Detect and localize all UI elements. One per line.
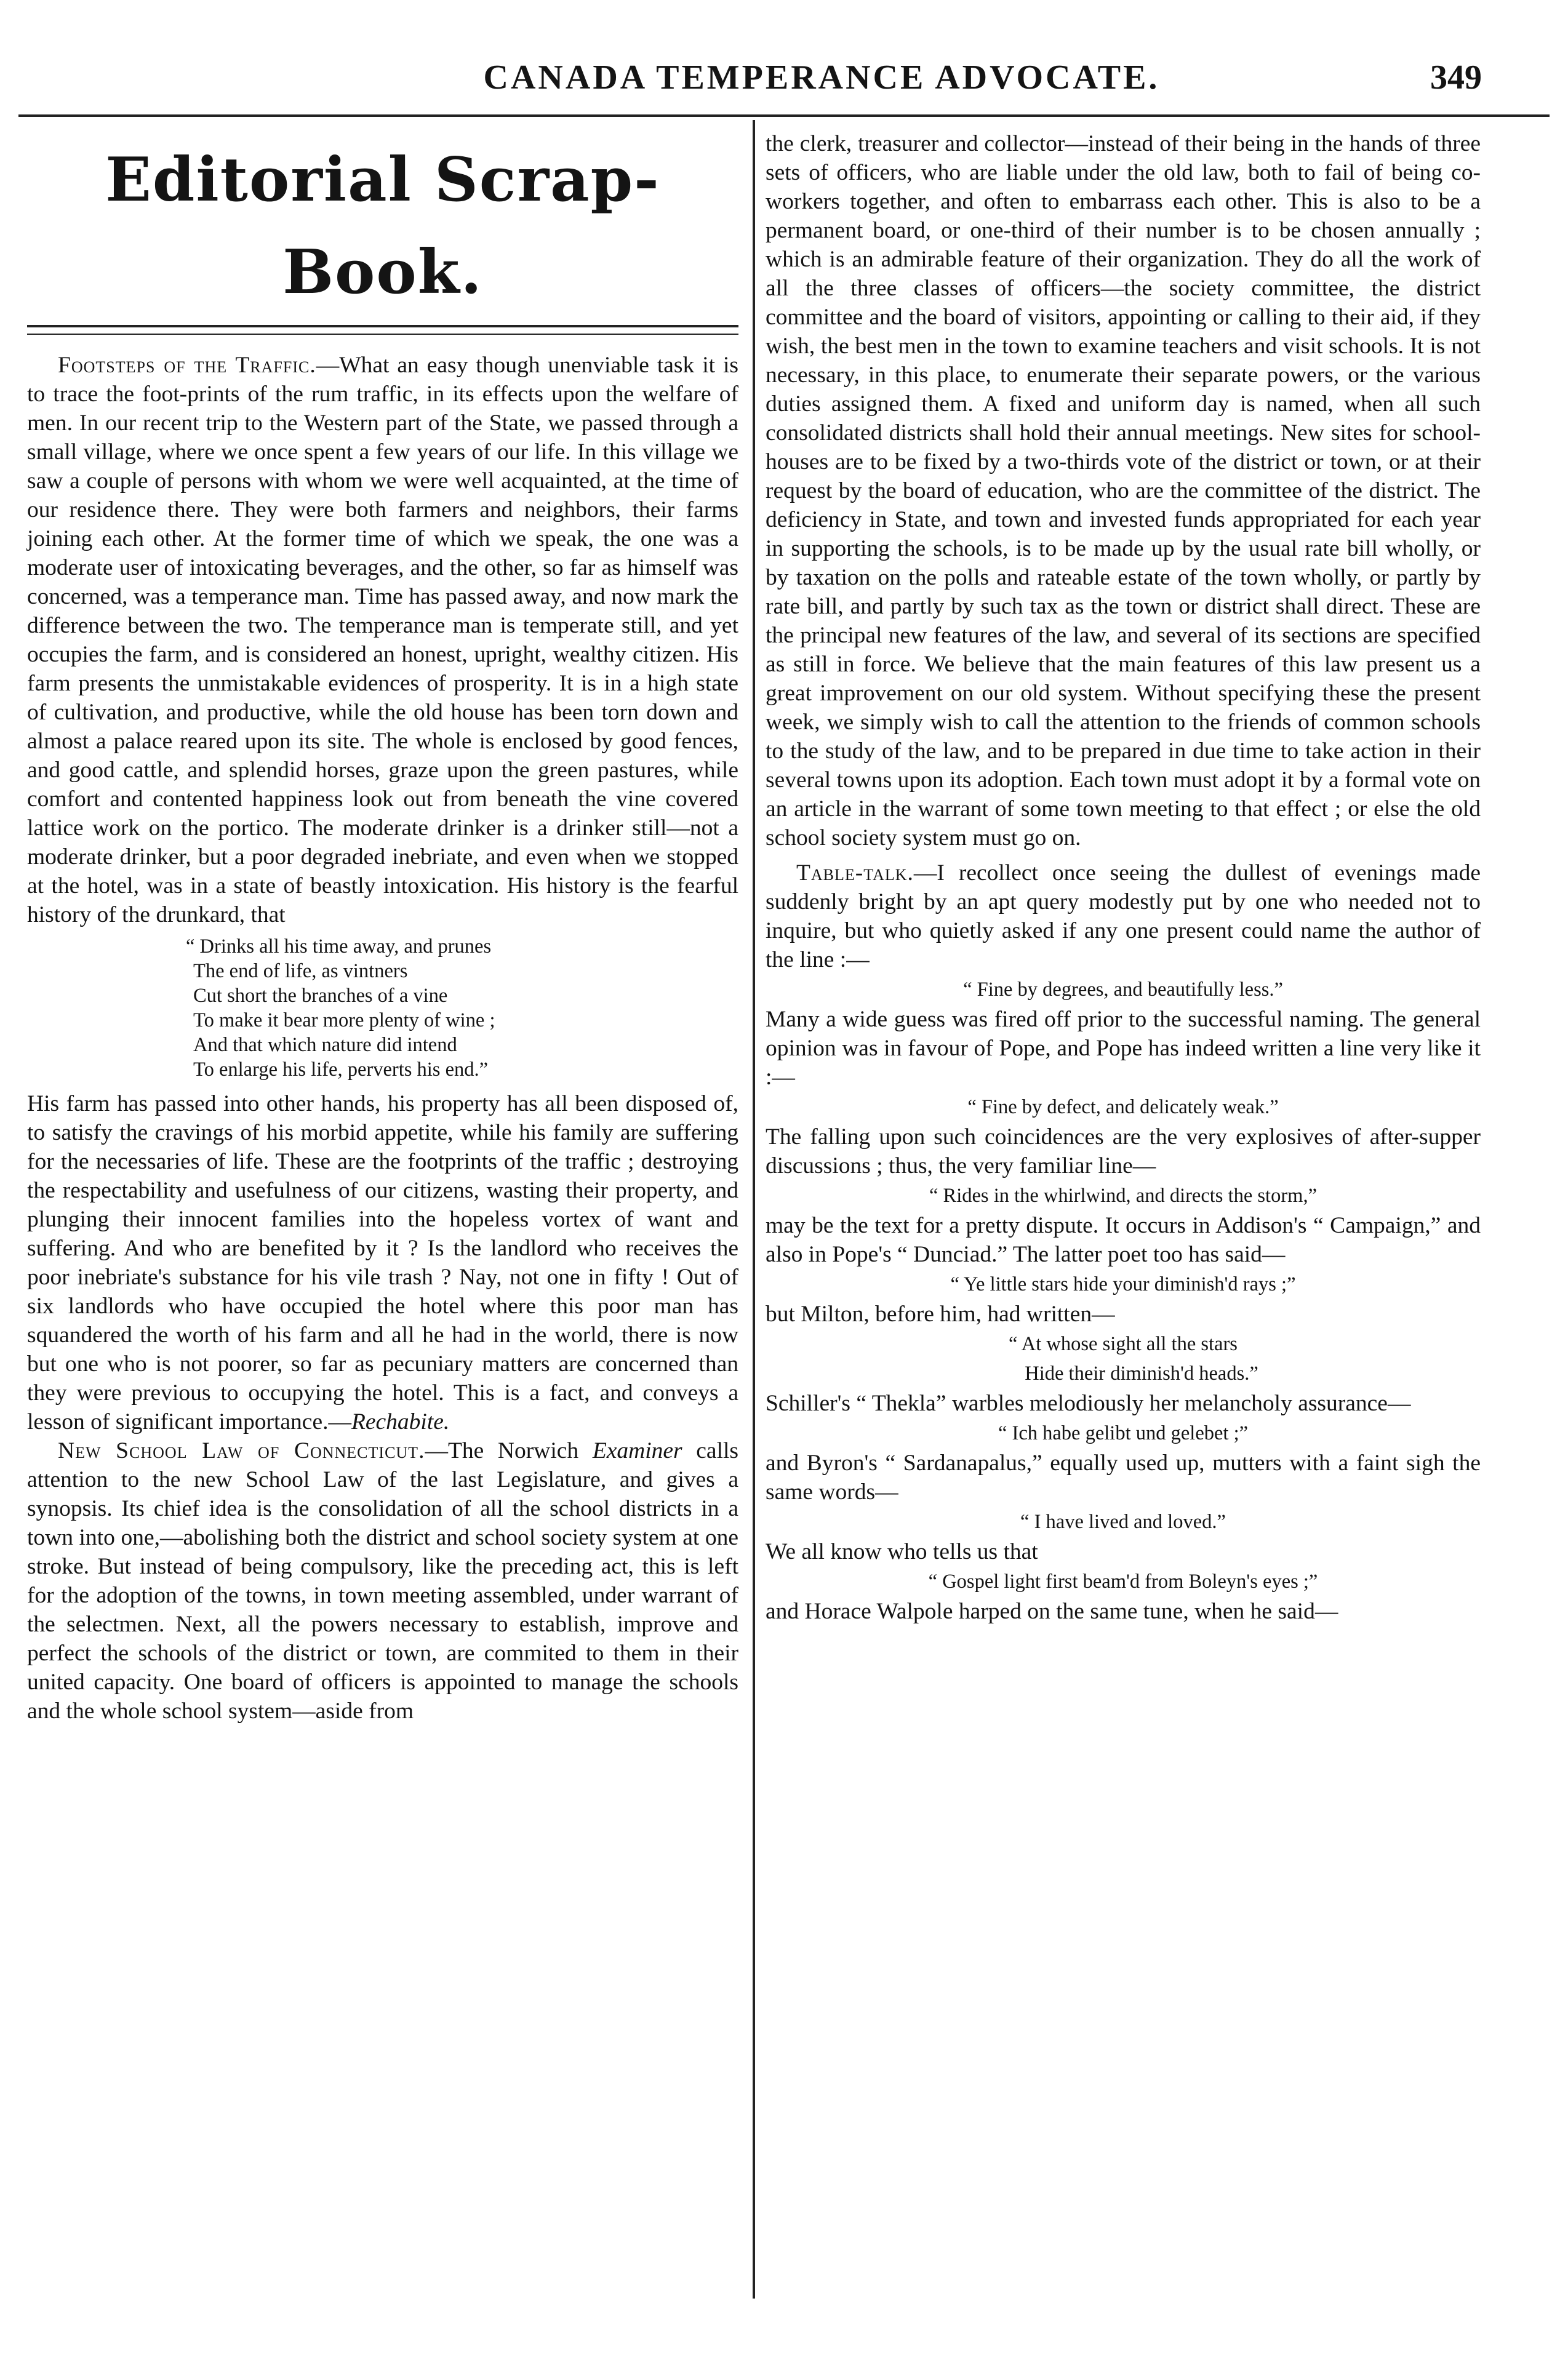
running-head	[0, 22, 1568, 97]
verse-line: To make it bear more plenty of wine ;	[193, 1009, 495, 1031]
verse-line: And that which nature did intend	[193, 1034, 457, 1056]
quoted-line: “ Fine by degrees, and beautifully less.”	[963, 978, 1283, 1001]
verse-line: Cut short the branches of a vine	[193, 985, 448, 1007]
verse-quotation	[27, 934, 738, 1082]
paragraph: The falling upon such coincidences are the very explosives of after-supper discussions ; thus, the very familiar line—	[766, 1124, 1481, 1178]
article-body: His farm has passed into other hands, his property has all been disposed of, to satisfy the cravings of his morbid appetite, while his family are suffering for the necessaries of life. These are the footprints of the traffic ; destroying the respectability and usefulness of our citizens, wasting their property, and plunging their innocent families into the hopeless vortex of want and suffering. And who are benefited by it ? Is the landlord who receives the poor inebriate's substance for his vile trash ? Nay, not one in fifty ! Out of six landlords who have occupied the hotel where this poor man has squandered the worth of his farm and all he had in the world, there is now but one who is not poorer, so far as pecuniary matters are concerned than they were previous to occupying the hotel. This is a fact, and conveys a lesson of significant importance.—	[27, 1091, 738, 1435]
article-body: calls attention to the new School Law of the last Legislature, and gives a synopsis. Its chief idea is the consolidation of all the school districts in a town into one,—abolishing both the district and school society system at one stroke. But instead of being compulsory, like the preceding act, this is left for the adoption of the towns, in town meeting assembled, under warrant of the selectmen. Next, all the powers necessary to establish, improve and perfect the schools of the district or town, are commited to them in their united capacity. One board of officers is appointed to manage the schools and the whole school system—aside from	[27, 1438, 738, 1724]
article-footsteps	[27, 351, 738, 929]
quoted-line: “ I have lived and loved.”	[1020, 1511, 1226, 1533]
article-heading: New School Law of Connecticut.	[58, 1438, 425, 1463]
article-body: —What an easy though unenviable task it is to trace the foot-prints of the rum traffic, in its effects upon the welfare of men. In our recent trip to the Western part of the State, we passed through a small village, where we once spent a few years of our life. In this village we saw a couple of persons with whom we were well acquainted, at the time of our residence there. They were both farmers and neighbors, their farms joining each other. At the former time of which we speak, the one was a moderate user of intoxicating beverages, and the other, so far as himself was concerned, was a temperance man. Time has passed away, and now mark the difference between the two. The temperance man is temperate still, and yet occupies the farm, and is considered an honest, upright, wealthy citizen. His farm presents the unmistakable evidences of prosperity. It is in a high state of cultivation, and productive, while the old house has been torn down and almost a palace reared upon its site. The whole is enclosed by good fences, and good cattle, and splendid horses, graze upon the green pastures, while comfort and contented happiness look out from beneath the vine covered lattice work on the portico. The moderate drinker is a drinker still—not a moderate drinker, but a poor degraded inebriate, and even when we stopped at the hotel, was in a state of beastly intoxication. His history is the fearful history of the drunkard, that	[27, 353, 738, 927]
paragraph: We all know who tells us that	[766, 1539, 1038, 1564]
column-divider	[753, 120, 755, 2299]
paragraph: and Horace Walpole harped on the same tune, when he said—	[766, 1599, 1338, 1624]
section-title: Editorial Scrap-Book.	[105, 145, 660, 308]
paragraph: but Milton, before him, had written—	[766, 1302, 1115, 1327]
verse-line: “ Drinks all his time away, and prunes	[186, 935, 492, 958]
article-heading: Table-talk.	[796, 860, 914, 886]
article-footsteps-continued	[27, 1089, 738, 1436]
quoted-line: “ Ye little stars hide your diminish'd rays ;”	[950, 1273, 1296, 1295]
verse-line: The end of life, as vintners	[193, 960, 408, 982]
article-school-law-continued: the clerk, treasurer and collector—instead of their being in the hands of three sets of officers, who are liable under the old law, both to fail of being co-workers together, and often to embarrass each other. This is also to be a permanent board, or one-third of their number is to be chosen annually ; which is an admirable feature of their organization. They do all the work of all the three classes of officers—the society committee, the district committee and the board of visitors, appointing or calling to their aid, if they wish, the best men in the town to examine teachers and visit schools. It is not necessary, in this place, to enumerate their separate powers, or the various duties assigned them. A fixed and uniform day is named, when all such consolidated districts shall hold their annual meetings. New sites for school-houses are to be fixed by a two-thirds vote of the district or town, or at their request by the board of education, who are the committee of the district. The deficiency in State, and town and invested funds appropriated for each year in supporting the schools, is to be made up by the usual rate bill wholly, or by taxation on the polls and rateable estate of the town wholly, or partly by rate bill, and partly by such tax as the town or district shall direct. These are the principal new features of the law, and several of its sections are specified as still in force. We believe that the main features of this law present us a great improvement on our old system. Without specifying these the present week, we simply wish to call the attention to the friends of common schools to the study of the law, and to be prepared in due time to take action in their several towns upon its adoption. Each town must adopt it by a formal vote on an article in the warrant of some town meeting to that effect ; or else the old school society system must go on.	[766, 131, 1481, 850]
article-table-talk	[766, 858, 1481, 974]
article-body: —The Norwich	[425, 1438, 593, 1463]
quoted-line: “ Ich habe gelibt und gelebet ;”	[998, 1422, 1249, 1444]
quoted-line: “ Gospel light first beam'd from Boleyn's eyes ;”	[928, 1571, 1318, 1593]
source-credit: Rechabite.	[351, 1409, 450, 1435]
quoted-line: Hide their diminish'd heads.”	[1025, 1363, 1258, 1385]
article-school-law	[27, 1436, 738, 1726]
paragraph: Schiller's “ Thekla” warbles melodiously her melancholy assurance—	[766, 1391, 1411, 1416]
paragraph: Many a wide guess was fired off prior to the successful naming. The general opinion was in favour of Pope, and Pope has indeed written a line very like it :—	[766, 1007, 1481, 1090]
page-number: 349	[1430, 58, 1482, 97]
article-body: —I recollect once seeing the dullest of evenings made suddenly bright by an apt query modestly put by one who needed not to inquire, but who quietly asked if any one present could name the author of the line :—	[766, 860, 1481, 972]
quoted-line: “ Rides in the whirlwind, and directs the storm,”	[929, 1185, 1317, 1207]
quoted-line: “ At whose sight all the stars	[1009, 1333, 1238, 1355]
article-heading: Footsteps of the Traffic.	[58, 353, 316, 378]
paragraph: and Byron's “ Sardanapalus,” equally used up, mutters with a faint sigh the same words—	[766, 1451, 1481, 1505]
section-rule	[27, 325, 738, 335]
running-title: CANADA TEMPERANCE ADVOCATE.	[483, 58, 1160, 97]
quoted-line: “ Fine by defect, and delicately weak.”	[967, 1096, 1279, 1118]
left-column	[27, 123, 738, 1726]
paragraph: may be the text for a pretty dispute. It occurs in Addison's “ Campaign,” and also in Pope's “ Dunciad.” The latter poet too has said—	[766, 1213, 1481, 1267]
newspaper-name: Examiner	[592, 1438, 682, 1463]
header-rule	[18, 114, 1550, 117]
verse-line: To enlarge his life, perverts his end.”	[193, 1058, 489, 1081]
right-column	[766, 129, 1481, 1626]
